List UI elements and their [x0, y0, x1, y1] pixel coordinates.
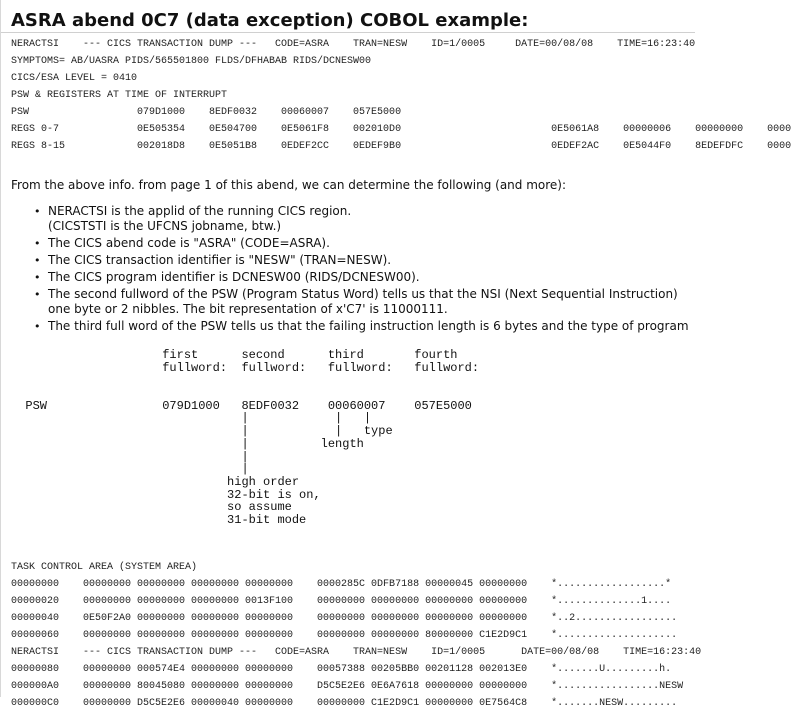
psw-diagram-line: fullword: fullword: fullword: fullword: — [11, 360, 480, 375]
psw-diagram-line: 32-bit is on, — [11, 487, 321, 502]
finding-text: The CICS program identifier is DCNESW00 (RIDS/DCNESW00). — [48, 270, 420, 284]
dump-header-line: PSW 079D1000 8EDF0032 00060007 057E5000 — [11, 107, 402, 118]
finding-item — [33, 236, 689, 251]
finding-item — [33, 204, 689, 234]
bullet-icon: • — [34, 237, 41, 250]
task-control-line: 00000000 00000000 00000000 00000000 00000000 0000285C 0DFB7188 00000045 00000000 *..................* — [11, 579, 672, 590]
task-control-line: TASK CONTROL AREA (SYSTEM AREA) — [11, 562, 198, 573]
task-control-line: 000000C0 00000000 D5C5E2E6 00000040 00000000 00000000 C1E2D9C1 00000000 0E7564C8 *.......NESW......... — [11, 698, 678, 709]
finding-text: (CICSTSTI is the UFCNS jobname, btw.) — [48, 219, 282, 233]
task-control-area-dump — [11, 559, 701, 712]
dump-header-line: SYMPTOMS= AB/UASRA PIDS/565501800 FLDS/DFHABAB RIDS/DCNESW00 — [11, 56, 372, 67]
title-divider — [1, 32, 695, 33]
psw-diagram-line: | | type — [11, 424, 393, 439]
psw-diagram-line: | — [11, 449, 249, 464]
psw-diagram-line: | | | — [11, 411, 372, 426]
intro-text: From the above info. from page 1 of this abend, we can determine the following (and more): — [11, 178, 567, 192]
psw-diagram-line: | length — [11, 436, 364, 451]
finding-item — [33, 253, 689, 268]
finding-text: NERACTSI is the applid of the running CICS region. — [48, 204, 352, 218]
finding-item — [33, 319, 689, 334]
psw-diagram-line — [11, 387, 479, 400]
dump-header-line: PSW & REGISTERS AT TIME OF INTERRUPT — [11, 90, 228, 101]
psw-diagram-line — [11, 374, 479, 387]
psw-diagram — [11, 349, 479, 527]
dump-header-block — [11, 36, 791, 155]
finding-text: The third full word of the PSW tells us that the failing instruction length is 6 bytes and the type of program — [48, 319, 689, 333]
bullet-icon: • — [34, 254, 41, 267]
psw-diagram-line: | — [11, 462, 249, 477]
task-control-line: NERACTSI --- CICS TRANSACTION DUMP --- CODE=ASRA TRAN=NESW ID=1/0005 DATE=00/08/08 TIME=16:23:40 — [11, 647, 702, 658]
finding-text: The CICS abend code is "ASRA" (CODE=ASRA). — [48, 236, 330, 250]
dump-header-line: CICS/ESA LEVEL = 0410 — [11, 73, 138, 84]
task-control-line: 00000020 00000000 00000000 00000000 0013F100 00000000 00000000 00000000 00000000 *..............1.... — [11, 596, 672, 607]
finding-item — [33, 287, 689, 317]
findings-list — [33, 204, 689, 336]
bullet-icon: • — [34, 288, 41, 301]
task-control-line: 000000A0 00000000 80045080 00000000 00000000 D5C5E2E6 0E6A7618 00000000 00000000 *.................NESW — [11, 681, 684, 692]
psw-diagram-line: so assume — [11, 500, 292, 515]
finding-text: The second fullword of the PSW (Program Status Word) tells us that the NSI (Next Sequential Instruction) — [48, 287, 678, 301]
task-control-line: 00000060 00000000 00000000 00000000 00000000 00000000 00000000 80000000 C1E2D9C1 *.................... — [11, 630, 678, 641]
finding-item — [33, 270, 689, 285]
task-control-line: 00000080 00000000 000574E4 00000000 00000000 00057388 00205BB0 00201128 002013E0 *.......U.........h. — [11, 664, 672, 675]
dump-header-line: REGS 8-15 002018D8 0E5051B8 0EDEF2CC 0EDEF9B0 0EDEF2AC 0E5044F0 8EDEFDFC 0000 — [11, 141, 791, 152]
bullet-icon: • — [34, 205, 41, 218]
dump-header-line: NERACTSI --- CICS TRANSACTION DUMP --- CODE=ASRA TRAN=NESW ID=1/0005 DATE=00/08/08 TIME=16:23:40 — [11, 39, 696, 50]
finding-text: one byte or 2 nibbles. The bit representation of x'C7' is 11000111. — [48, 302, 448, 316]
task-control-line: 00000040 0E50F2A0 00000000 00000000 00000000 00000000 00000000 00000000 00000000 *..2................. — [11, 613, 678, 624]
finding-text: The CICS transaction identifier is "NESW" (TRAN=NESW). — [48, 253, 392, 267]
psw-diagram-line: high order — [11, 474, 300, 489]
bullet-icon: • — [34, 320, 41, 333]
psw-diagram-line: PSW 079D1000 8EDF0032 00060007 057E5000 — [11, 398, 472, 413]
page-title: ASRA abend 0C7 (data exception) COBOL example: — [11, 10, 529, 31]
psw-diagram-line: 31-bit mode — [11, 512, 307, 527]
dump-header-line: REGS 0-7 0E505354 0E504700 0E5061F8 002010D0 0E5061A8 00000006 00000000 0000 — [11, 124, 791, 135]
psw-diagram-line: first second third fourth — [11, 348, 458, 362]
bullet-icon: • — [34, 271, 41, 284]
